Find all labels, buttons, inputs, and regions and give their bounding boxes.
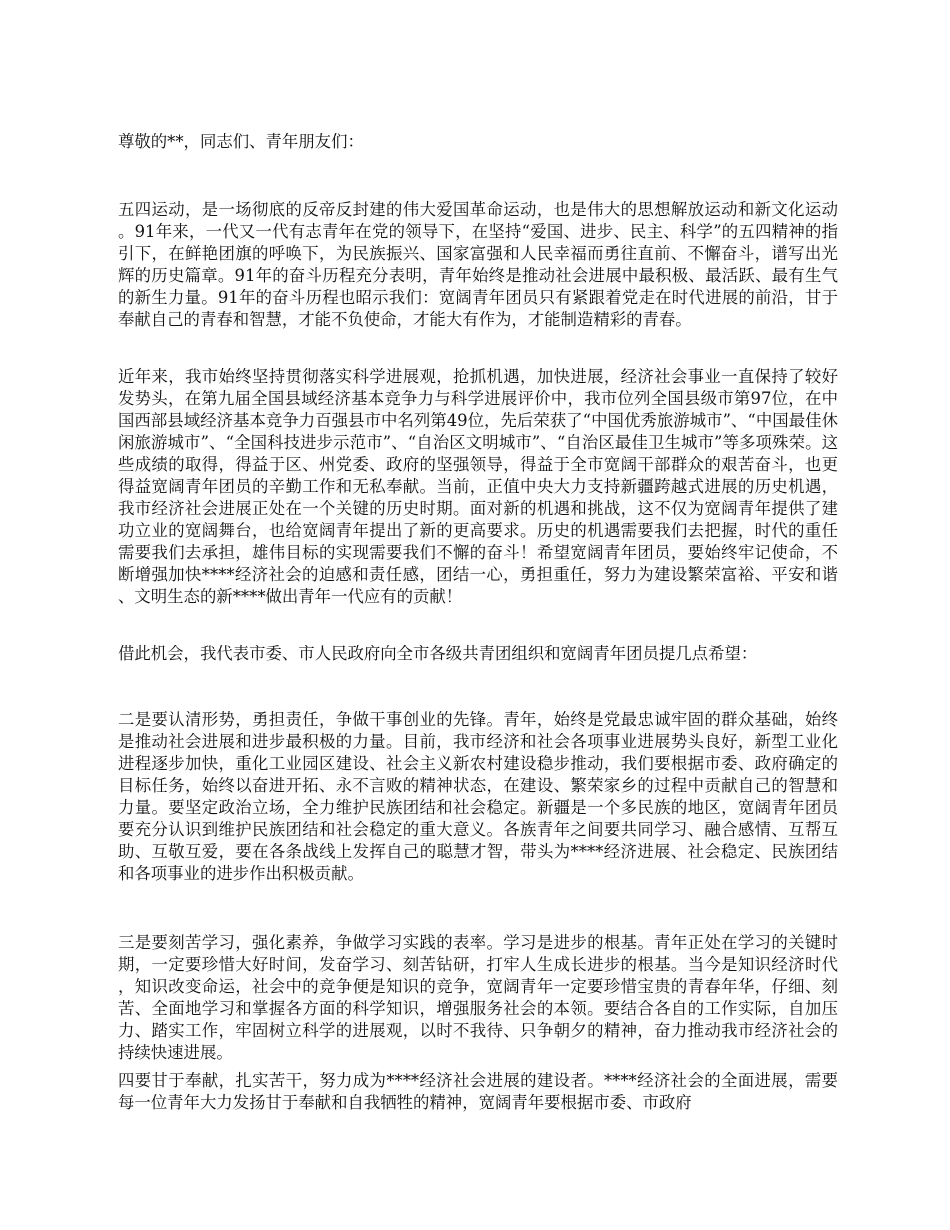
paragraph-point-three: 三是要刻苦学习，强化素养，争做学习实践的表率。学习是进步的根基。青年正处在学习的关键时期，一定要珍惜大好时间，发奋学习、刻苦钻研，打牢人生成长进步的根基。当今是知识经济时代，知识改变命运，社会中的竞争便是知识的竞争，宽阔青年一定要珍惜宝贵的青春年华，仔细、刻苦、全面地学习和掌握各方面的科学知识，增强服务社会的本领。要结合各自的工作实际，自加压力、踏实工作，牢固树立科学的进展观，以时不我待、只争朝夕的精神，奋力推动我市经济社会的持续快速进展。 bbox=[118, 933, 838, 1062]
paragraph-point-four: 四要甘于奉献，扎实苦干，努力成为****经济社会进展的建设者。****经济社会的全面进展，需要每一位青年大力发扬甘于奉献和自我牺牲的精神，宽阔青年要根据市委、市政府 bbox=[118, 1071, 838, 1112]
paragraph-may-fourth-movement: 五四运动，是一场彻底的反帝反封建的伟大爱国革命运动，也是伟大的思想解放运动和新文化运动。91年来，一代又一代有志青年在党的领导下，在坚持“爱国、进步、民主、科学”的五四精神的指引下，在鲜艳团旗的呼唤下，为民族振兴、国家富强和人民幸福而勇往直前、不懈奋斗，谱写出光辉的历史篇章。91年的奋斗历程充分表明，青年始终是推动社会进展中最积极、最活跃、最有生气的新生力量。91年的奋斗历程也昭示我们：宽阔青年团员只有紧跟着党走在时代进展的前沿，甘于奉献自己的青春和智慧，才能不负使命，才能大有作为，才能制造精彩的青春。 bbox=[118, 200, 838, 329]
paragraph-hopes-intro: 借此机会，我代表市委、市人民政府向全市各级共青团组织和宽阔青年团员提几点希望： bbox=[118, 644, 758, 663]
salutation: 尊敬的**，同志们、青年朋友们： bbox=[118, 132, 364, 151]
paragraph-point-two: 二是要认清形势，勇担责任，争做干事创业的先锋。青年，始终是党最忠诚牢固的群众基础，始终是推动社会进展和进步最积极的力量。目前，我市经济和社会各项事业进展势头良好，新型工业化进程逐步加快，重化工业园区建设、社会主义新农村建设稳步推动，我们要根据市委、政府确定的目标任务，始终以奋进开拓、永不言败的精神状态，在建设、繁荣家乡的过程中贡献自己的智慧和力量。要坚定政治立场，全力维护民族团结和社会稳定。新疆是一个多民族的地区，宽阔青年团员要充分认识到维护民族团结和社会稳定的重大意义。各族青年之间要共同学习、融合感情、互帮互助、互敬互爱，要在各条战线上发挥自己的聪慧才智，带头为****经济进展、社会稳定、民族团结和各项事业的进步作出积极贡献。 bbox=[118, 710, 838, 883]
paragraph-city-development: 近年来，我市始终坚持贯彻落实科学进展观，抢抓机遇，加快进展，经济社会事业一直保持了较好发势头，在第九届全国县域经济基本竞争力与科学进展评价中，我市位列全国县级市第97位，在中国西部县域经济基本竞争力百强县市中名列第49位，先后荣获了“中国优秀旅游城市”、“中国最佳休闲旅游城市”、“全国科技进步示范市”、“自治区文明城市”、“自治区最佳卫生城市”等多项殊荣。这些成绩的取得，得益于区、州党委、政府的坚强领导，得益于全市宽阔干部群众的艰苦奋斗，也更得益宽阔青年团员的辛勤工作和无私奉献。当前，正值中央大力支持新疆跨越式进展的历史机遇，我市经济社会进展正处在一个关键的历史时期。面对新的机遇和挑战，这不仅为宽阔青年提供了建功立业的宽阔舞台，也给宽阔青年提出了新的更高要求。历史的机遇需要我们去把握，时代的重任需要我们去承担，雄伟目标的实现需要我们不懈的奋斗！希望宽阔青年团员，要始终牢记使命，不断增强加快****经济社会的迫感和责任感，团结一心，勇担重任，努力为建设繁荣富裕、平安和谐、文明生态的新****做出青年一代应有的贡献！ bbox=[118, 367, 838, 606]
document-page bbox=[118, 0, 838, 1230]
